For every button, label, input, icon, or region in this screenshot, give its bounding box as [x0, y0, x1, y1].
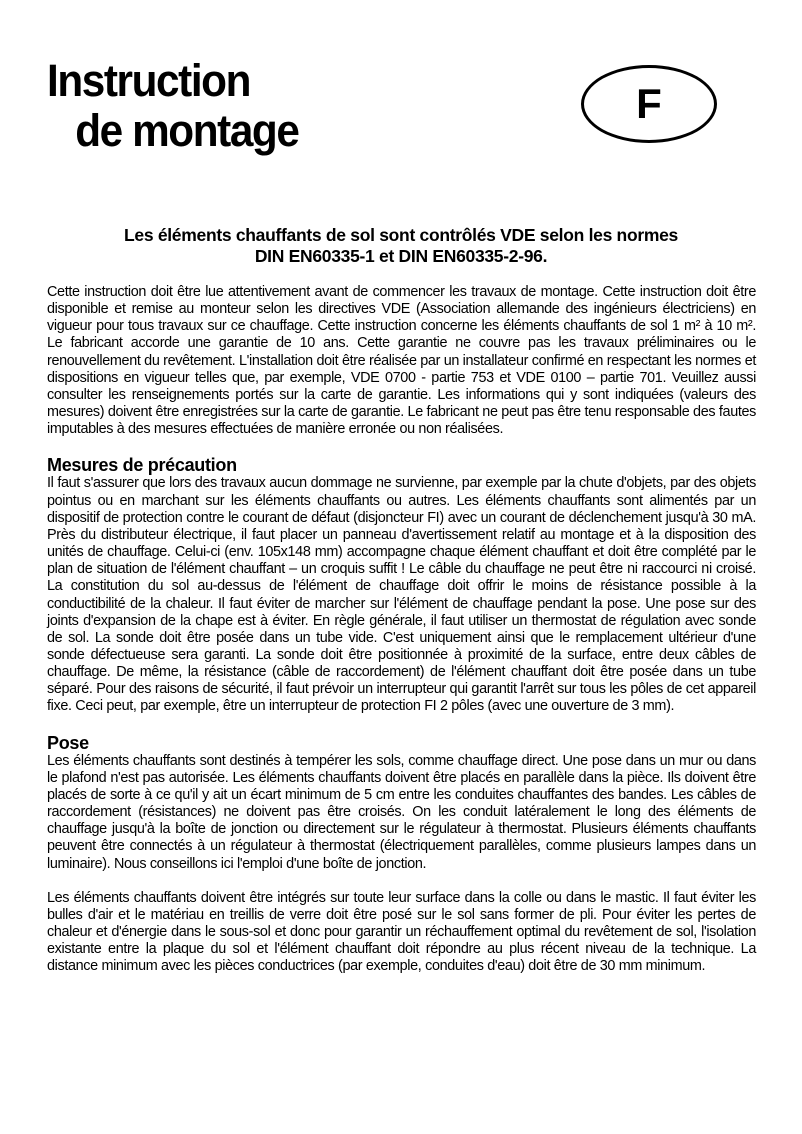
- section-heading-precautions: Mesures de précaution: [47, 455, 237, 476]
- subtitle-line-1: Les éléments chauffants de sol sont contrôlés VDE selon les normes: [124, 225, 678, 245]
- document-title: [47, 56, 298, 156]
- precautions-paragraph: Il faut s'assurer que lors des travaux aucun dommage ne survienne, par exemple par la chute d'objets, par des objets pointus ou en marchant sur les éléments chauffants ou autres. Les éléments chauffants sont alimentés par un dispositif de protection contre le courant de défaut (disjoncteur FI) avec un courant de déclenchement jusqu'à 30 mA. Près du distributeur électrique, il faut placer un panneau d'avertissement relatif au montage et à la disposition des unités de chauffage. Celui-ci (env. 105x148 mm) accompagne chaque élément chauffant et doit être complété par le plan de situation de l'élément chauffant – un croquis suffit ! Le câble du chauffage ne peut être ni raccourci ni croisé. La constitution du sol au-dessus de l'élément de chauffage doit offrir le moins de résistance possible à la conductibilité de la chaleur. Il faut éviter de marcher sur l'élément de chauffage pendant la pose. Une pose sur des joints d'expansion de la chape est à éviter. En règle générale, il faut utiliser un thermostat de régulation avec sonde de sol. La sonde doit être posée dans un tube vide. C'est uniquement ainsi que le remplacement ultérieur d'une sonde défectueuse sera garanti. La sonde doit être positionnée à proximité de la surface, entre deux câbles de chauffage. De même, la résistance (câble de raccordement) de l'élément chauffant doit être posée dans un tube séparé. Pour des raisons de sécurité, il faut prévoir un interrupteur qui garantit l'arrêt sur tous les pôles de cet appareil fixe. Ceci peut, par exemple, être un interrupteur de protection FI 2 pôles (avec une ouverture de 3 mm).: [47, 475, 756, 715]
- intro-paragraph: Cette instruction doit être lue attentivement avant de commencer les travaux de montage. Cette instruction doit être disponible et remise au monteur selon les directives VDE (Association allemande des ingénieurs électriciens) en vigueur pour tous travaux sur ce chauffage. Cette instruction concerne les éléments chauffants de sol 1 m² à 10 m². Le fabricant accorde une garantie de 10 ans. Cette garantie ne couvre pas les travaux préliminaires ou le renouvellement du revêtement. L'installation doit être réalisée par un installateur confirmé en respectant les normes et dispositions en vigueur telles que, par exemple, VDE 0700 - partie 753 et VDE 0100 – partie 701. Veuillez aussi consulter les renseignements portés sur la carte de garantie. Les informations qui y sont indiquées (valeurs des mesures) doivent être enregistrées sur la carte de garantie. Le fabricant ne peut pas être tenu responsable des fautes imputables à des mesures effectuées de manière erronée ou non réalisées.: [47, 284, 756, 438]
- subtitle-line-2: DIN EN60335-1 et DIN EN60335-2-96.: [254, 246, 548, 266]
- title-line-2: de montage: [75, 105, 299, 156]
- document-body: [47, 284, 756, 975]
- title-line-1: Instruction: [47, 55, 251, 106]
- subtitle: [40, 225, 762, 267]
- pose-paragraph-1: Les éléments chauffants sont destinés à tempérer les sols, comme chauffage direct. Une pose dans un mur ou dans le plafond n'est pas autorisée. Les éléments chauffants doivent être placés en parallèle dans la pièce. Ils doivent être placés de sorte à ce qu'il y ait un écart minimum de 5 cm entre les conduites chauffantes des bandes. Les câbles de raccordement (résistances) ne doivent pas être croisés. On les conduit latéralement le long des éléments de chauffage jusqu'à la boîte de jonction ou directement sur le régulateur à thermostat. Plusieurs éléments chauffants peuvent être connectés à un régulateur à thermostat (électriquement parallèles, comme plusieurs lampes dans un luminaire). Nous conseillons ici l'emploi d'une boîte de jonction.: [47, 752, 756, 872]
- section-heading-pose: Pose: [47, 732, 89, 753]
- language-code: F: [636, 80, 662, 127]
- pose-paragraph-2: Les éléments chauffants doivent être intégrés sur toute leur surface dans la colle ou dans le mastic. Il faut éviter les bulles d'air et le matériau en treillis de verre doit être posé sur le sol sans former de pli. Pour éviter les pertes de chaleur et d'énergie dans le sous-sol et donc pour garantir un réchauffement optimal du revêtement de sol, l'isolation existante entre la plaque du sol et l'élément chauffant doit répondre au plus récent niveau de la technique. La distance minimum avec les pièces conductrices (par exemple, conduites d'eau) doit être de 30 mm minimum.: [47, 889, 756, 975]
- language-badge-oval: [581, 65, 717, 143]
